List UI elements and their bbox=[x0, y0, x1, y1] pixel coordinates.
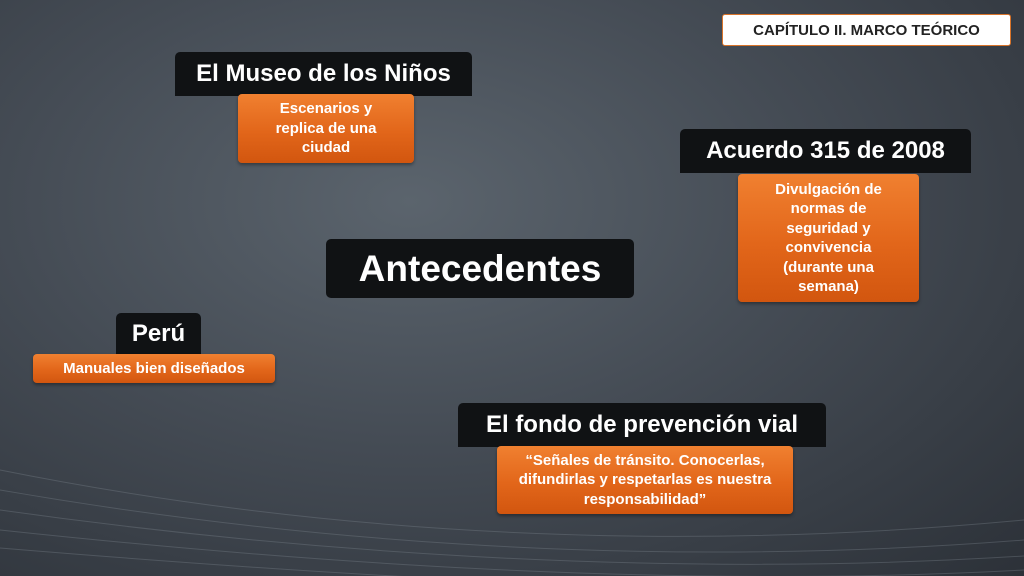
node-fondo-title: El fondo de prevención vial bbox=[458, 403, 826, 447]
node-peru-detail: Manuales bien diseñados bbox=[33, 354, 275, 383]
chapter-label: CAPÍTULO II. MARCO TEÓRICO bbox=[722, 14, 1011, 46]
node-museo-title: El Museo de los Niños bbox=[175, 52, 472, 96]
center-title: Antecedentes bbox=[326, 239, 634, 298]
node-acuerdo-title: Acuerdo 315 de 2008 bbox=[680, 129, 971, 173]
node-acuerdo-detail: Divulgación de normas de seguridad y convivencia (durante una semana) bbox=[738, 174, 919, 302]
node-museo-detail: Escenarios y replica de una ciudad bbox=[238, 94, 414, 163]
node-fondo-detail: “Señales de tránsito. Conocerlas, difundirlas y respetarlas es nuestra responsabilidad” bbox=[497, 446, 793, 514]
node-peru-title: Perú bbox=[116, 313, 201, 355]
